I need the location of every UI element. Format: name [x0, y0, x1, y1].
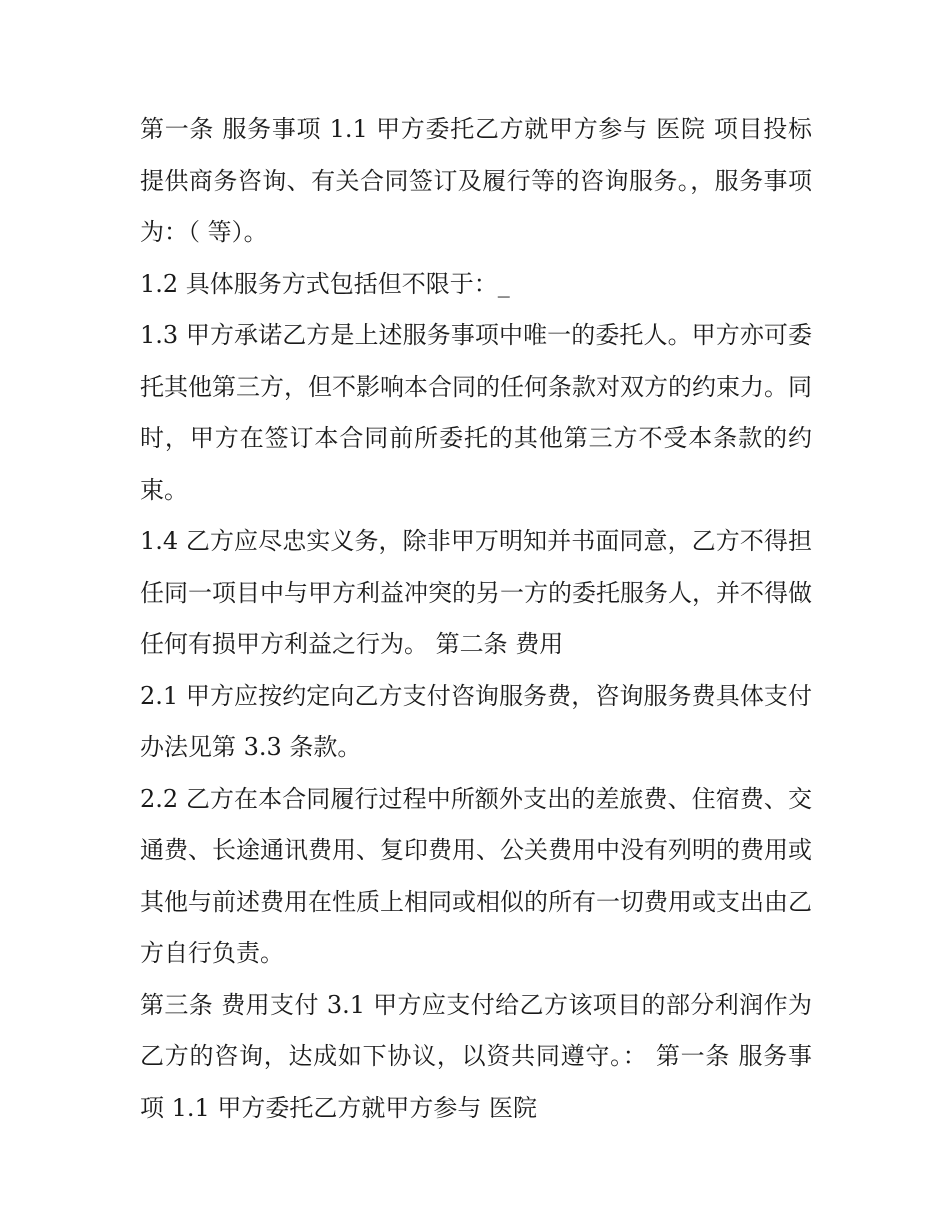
paragraph-article-3-payment: 第三条 费用支付 3.1 甲方应支付给乙方该项目的部分利润作为乙方的咨询，达成如下协议，以资共同遵守。： 第一条 服务事项 1.1 甲方委托乙方就甲方参与 医院 [140, 990, 812, 1122]
paragraph-2-1-service-fee: 2.1 甲方应按约定向乙方支付咨询服务费，咨询服务费具体支付办法见第 3.3 条款。 [140, 681, 812, 761]
paragraph-article-1-services: 第一条 服务事项 1.1 甲方委托乙方就甲方参与 医院 项目投标提供商务咨询、有关合同签订及履行等的咨询服务。，服务事项为：（ 等）。 [140, 115, 812, 246]
paragraph-1-2-service-methods: 1.2 具体服务方式包括但不限于：_ [140, 269, 510, 298]
document-body [140, 104, 812, 1134]
paragraph-1-3-exclusive-agent: 1.3 甲方承诺乙方是上述服务事项中唯一的委托人。甲方亦可委托其他第三方，但不影响本合同的任何条款对双方的约束力。同时，甲方在签订本合同前所委托的其他第三方不受本条款的约束。 [140, 321, 812, 504]
paragraph-2-2-extra-expenses: 2.2 乙方在本合同履行过程中所额外支出的差旅费、住宿费、交通费、长途通讯费用、复印费用、公关费用中没有列明的费用或其他与前述费用在性质上相同或相似的所有一切费用或支出由乙方自行负责。 [140, 784, 812, 967]
paragraph-1-4-fiduciary-duty: 1.4 乙方应尽忠实义务，除非甲万明知并书面同意，乙方不得担任同一项目中与甲方利益冲突的另一方的委托服务人，并不得做任何有损甲方利益之行为。 第二条 费用 [140, 527, 812, 658]
